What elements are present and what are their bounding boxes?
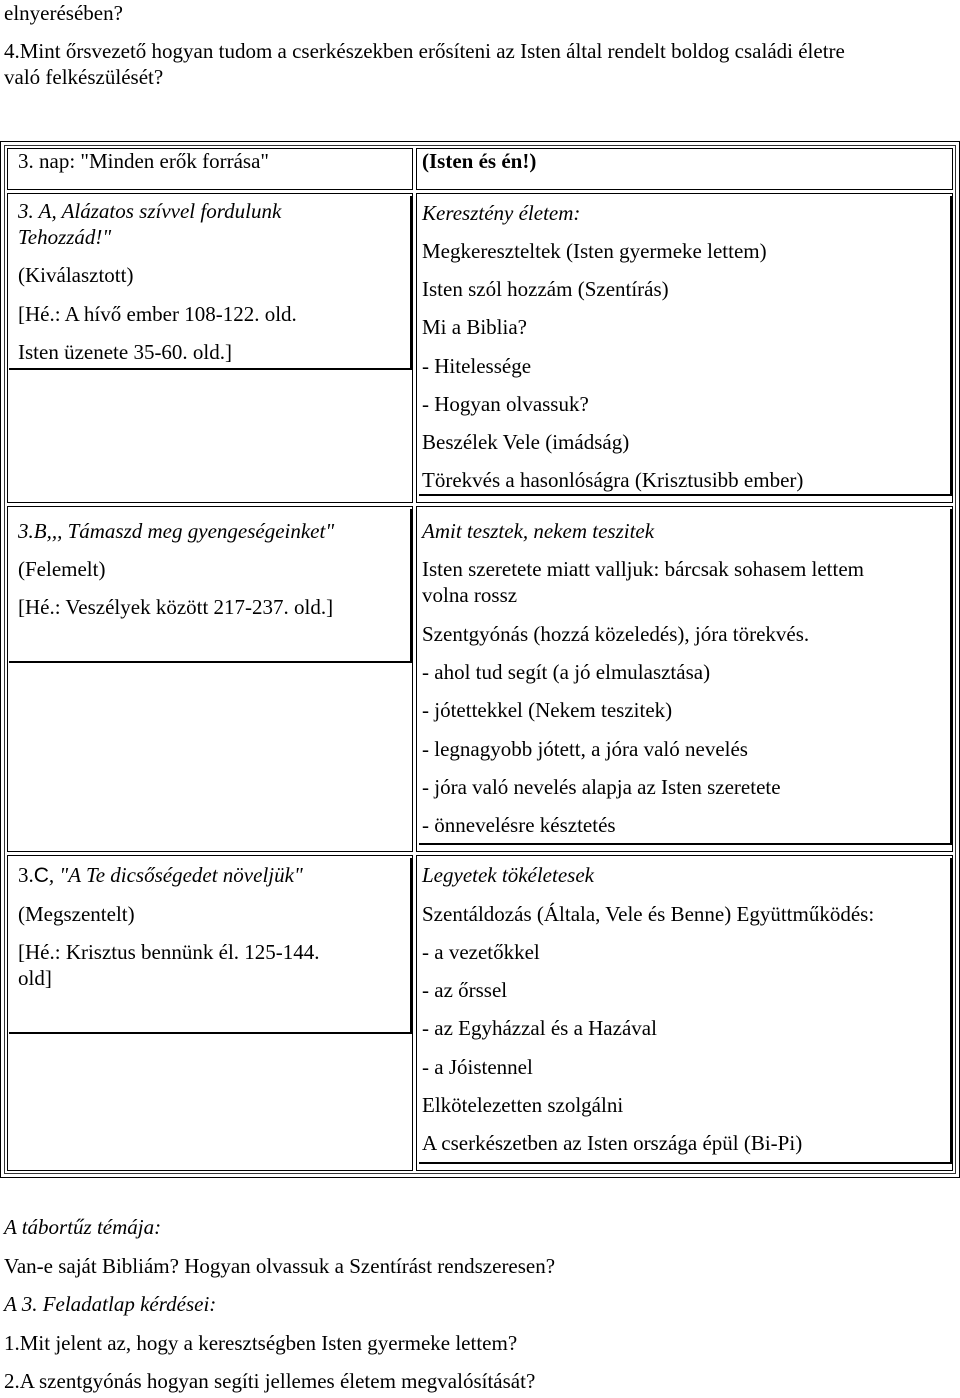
list-item: - önnevelésre késztetés	[422, 813, 616, 837]
section-c-number: 3.	[18, 863, 34, 887]
section-b-subtitle: (Felemelt)	[18, 557, 106, 581]
section-a-heading: Keresztény életem:	[422, 201, 581, 225]
section-a-subtitle: (Kiválasztott)	[18, 263, 134, 287]
cell-shadow	[950, 196, 952, 496]
cell-shadow	[419, 494, 951, 496]
worksheet-question: 2.A szentgyónás hogyan segíti jellemes életem megvalósítását?	[4, 1369, 536, 1393]
worksheet-question: 1.Mit jelent az, hogy a keresztségben Isten gyermeke lettem?	[4, 1331, 518, 1355]
list-item: Mi a Biblia?	[422, 315, 527, 339]
list-item: - jóra való nevelés alapja az Isten szeretete	[422, 775, 781, 799]
list-item: - a vezetőkkel	[422, 940, 540, 964]
list-item: Isten szeretete miatt valljuk: bárcsak sohasem lettem	[422, 557, 865, 581]
section-b-reference: [Hé.: Veszélyek között 217-237. old.]	[18, 595, 334, 619]
section-c-reference-cont: old]	[18, 966, 52, 990]
header-day-title: 3. nap: "Minden erők forrása"	[18, 149, 269, 173]
text-line: 4.Mint őrsvezető hogyan tudom a cserkészekben erősíteni az Isten által rendelt boldog családi életre	[4, 39, 845, 63]
list-item: Megkereszteltek (Isten gyermeke lettem)	[422, 239, 767, 263]
list-item: A cserkészetben az Isten országa épül (Bi-Pi)	[422, 1131, 803, 1155]
list-item: - az őrssel	[422, 978, 508, 1002]
list-item: - ahol tud segít (a jó elmulasztása)	[422, 660, 711, 684]
section-c-letter: C	[33, 864, 49, 887]
cell-shadow	[9, 661, 412, 663]
section-b-title: 3.B,,, Támaszd meg gyengeségeinket"	[18, 519, 335, 543]
section-b-heading: Amit tesztek, nekem teszitek	[422, 519, 655, 543]
header-subtitle: (Isten és én!)	[422, 149, 537, 173]
section-c-name: , "A Te dicsőségedet növeljük"	[48, 863, 303, 887]
section-c-subtitle: (Megszentelt)	[18, 902, 135, 926]
section-c-heading: Legyetek tökéletesek	[422, 863, 594, 887]
cell-shadow	[419, 843, 951, 845]
list-item: Beszélek Vele (imádság)	[422, 430, 630, 454]
cell-shadow	[410, 858, 412, 1034]
cell-shadow	[9, 1032, 412, 1034]
section-c-title	[18, 864, 303, 887]
section-a-title-cont: Tehozzád!"	[18, 225, 112, 249]
list-item: - Hitelessége	[422, 354, 532, 378]
cell-shadow	[9, 368, 412, 370]
cell-shadow	[950, 509, 952, 845]
list-item: Isten szól hozzám (Szentírás)	[422, 277, 669, 301]
text-line: való felkészülését?	[4, 65, 164, 89]
list-item: Törekvés a hasonlóságra (Krisztusibb ember)	[422, 468, 804, 492]
cell-shadow	[410, 196, 412, 370]
list-item: volna rossz	[422, 583, 518, 607]
cell-shadow	[950, 858, 952, 1164]
list-item: - Hogyan olvassuk?	[422, 392, 589, 416]
list-item: Elkötelezetten szolgálni	[422, 1093, 624, 1117]
cell-shadow	[419, 1162, 951, 1164]
list-item: - a Jóistennel	[422, 1055, 533, 1079]
worksheet-label: A 3. Feladatlap kérdései:	[4, 1292, 217, 1316]
campfire-text: Van-e saját Bibliám? Hogyan olvassuk a Szentírást rendszeresen?	[4, 1254, 556, 1278]
list-item: Szentgyónás (hozzá közeledés), jóra törekvés.	[422, 622, 810, 646]
list-item: - jótettekkel (Nekem teszitek)	[422, 698, 673, 722]
cell-shadow	[410, 509, 412, 663]
section-a-title: 3. A, Alázatos szívvel fordulunk	[18, 199, 282, 223]
text-line: elnyerésében?	[4, 1, 123, 25]
list-item: - az Egyházzal és a Hazával	[422, 1016, 657, 1040]
section-a-reference-cont: Isten üzenete 35-60. old.]	[18, 340, 233, 364]
section-c-reference: [Hé.: Krisztus bennünk él. 125-144.	[18, 940, 320, 964]
list-item: Szentáldozás (Általa, Vele és Benne) Együttműködés:	[422, 902, 875, 926]
campfire-label: A tábortűz témája:	[4, 1215, 162, 1239]
list-item: - legnagyobb jótett, a jóra való nevelés	[422, 737, 748, 761]
section-a-reference: [Hé.: A hívő ember 108-122. old.	[18, 302, 297, 326]
